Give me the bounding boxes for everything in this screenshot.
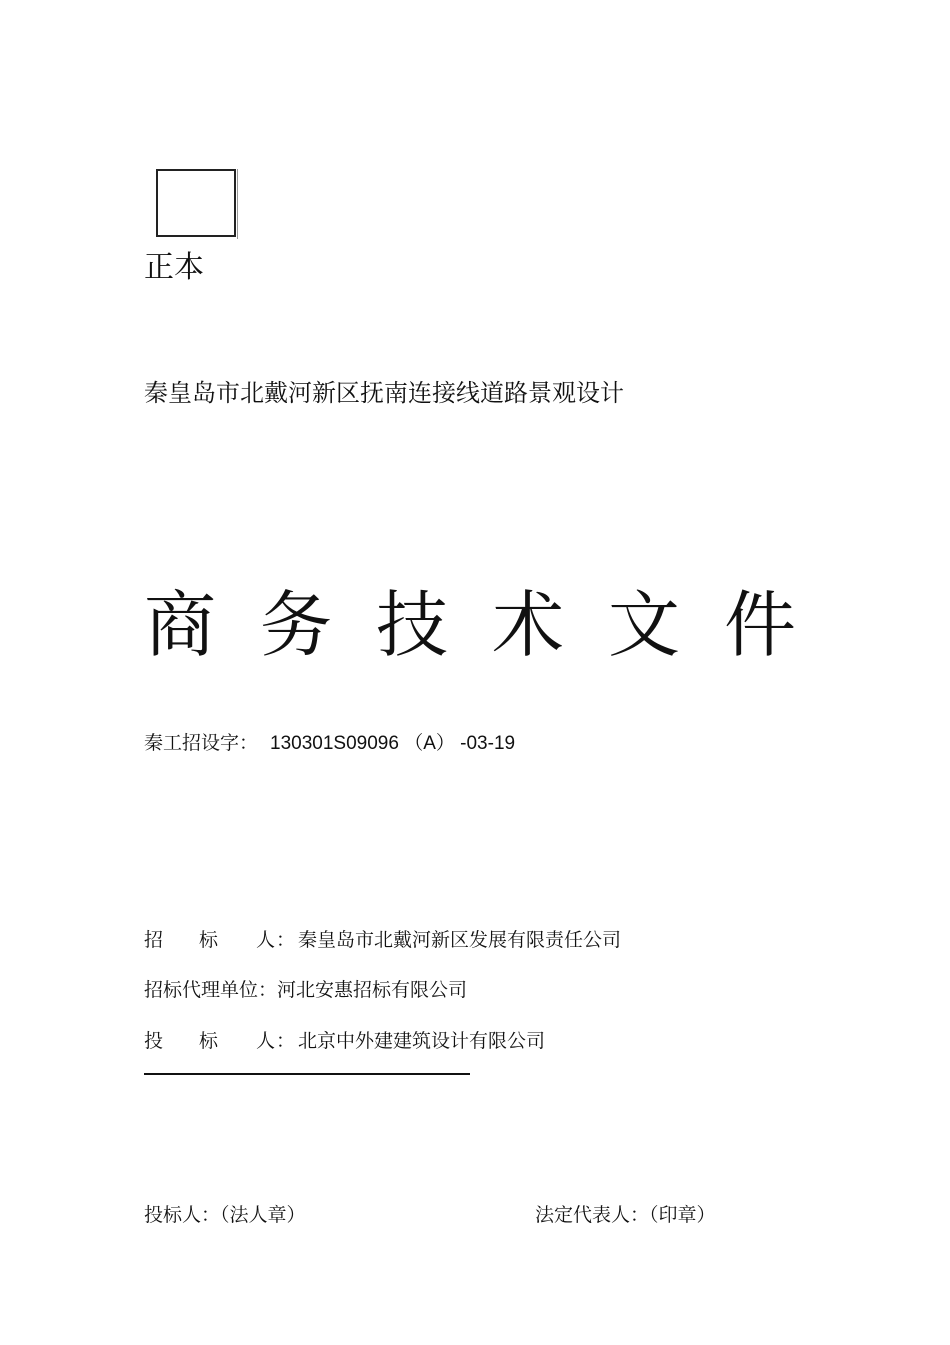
bidder-row xyxy=(144,1028,545,1054)
tenderer-label-colon: ： xyxy=(276,929,296,951)
reference-number xyxy=(144,730,515,757)
bidder-label-char: 人 xyxy=(256,1030,276,1052)
agency-row xyxy=(144,977,467,1003)
tenderer-label-char: 人 xyxy=(256,929,276,951)
reference-label: 秦工招设字： xyxy=(144,732,259,754)
bidder-label-char: 投 xyxy=(144,1030,164,1052)
bidder-label-colon: ： xyxy=(276,1030,296,1052)
bidder-value: 北京中外建建筑设计有限公司 xyxy=(298,1030,546,1052)
tenderer-value: 秦皇岛市北戴河新区发展有限责任公司 xyxy=(298,929,622,951)
copy-marker-box xyxy=(156,169,236,237)
project-title: 秦皇岛市北戴河新区抚南连接线道路景观设计 xyxy=(144,379,624,407)
document-title: 商务技术文件 xyxy=(144,583,841,667)
tenderer-label-char: 标 xyxy=(199,929,219,951)
bidder-seal-label: 投标人：（法人章） xyxy=(144,1204,306,1226)
legal-representative-seal-label: 法定代表人：（印章） xyxy=(535,1204,716,1226)
tenderer-label xyxy=(144,927,298,953)
reference-value: 130301S09096 （A） -03-19 xyxy=(270,733,516,754)
bidder-label xyxy=(144,1028,298,1054)
signature-underline xyxy=(144,1073,470,1075)
agency-value: 河北安惠招标有限公司 xyxy=(277,979,468,1001)
bidder-label-char: 标 xyxy=(199,1030,219,1052)
tenderer-label-char: 招 xyxy=(144,929,164,951)
agency-label: 招标代理单位： xyxy=(144,979,278,1001)
tenderer-row xyxy=(144,927,621,953)
copy-label: 正本 xyxy=(144,250,204,285)
